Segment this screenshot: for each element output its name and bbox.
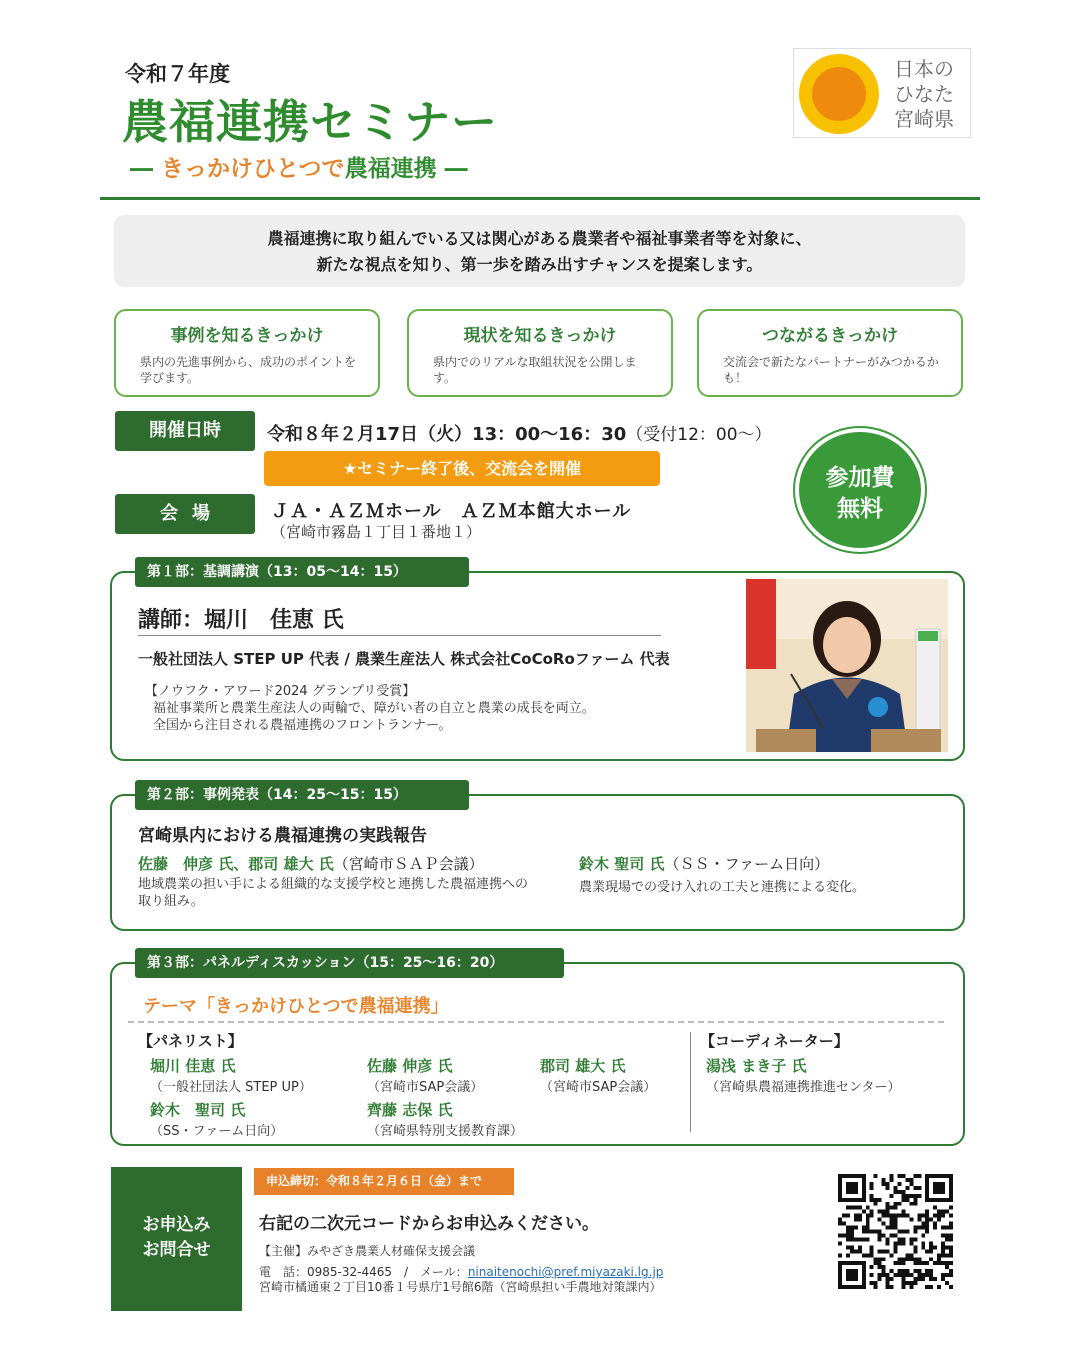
part3-tab: 第３部：パネルディスカッション（15：25〜16：20） bbox=[135, 948, 564, 978]
feature-desc: 県内でのリアルな取組状況を公開します。 bbox=[433, 355, 637, 385]
subtitle-part1: きっかけひとつで bbox=[161, 156, 345, 182]
apply-message: 右記の二次元コードからお申込みください。 bbox=[259, 1214, 599, 1234]
panelist bbox=[150, 1055, 312, 1095]
venue-name: ＪＡ・ＡＺＭホール ＡＺＭ本館大ホール bbox=[271, 501, 632, 522]
coordinator-name: 湯浅 まき子 氏 bbox=[706, 1057, 807, 1075]
date-label: 開催日時 bbox=[115, 411, 255, 451]
sun-icon bbox=[799, 54, 879, 134]
event-date-main: 令和８年２月17日（火）13：00〜16：30 bbox=[267, 424, 627, 445]
panelist-name: 佐藤 伸彦 氏 bbox=[367, 1057, 453, 1075]
feature-desc: 県内の先進事例から、成功のポイントを学びます。 bbox=[140, 355, 357, 385]
feature-card-status bbox=[407, 309, 673, 397]
fee-label: 参加費 bbox=[825, 465, 895, 491]
presenter-name: 佐藤 伸彦 氏、郡司 雄大 氏 bbox=[138, 855, 334, 873]
panel-divider bbox=[690, 1032, 691, 1132]
venue-address: （宮崎市霧島１丁目１番地１） bbox=[271, 523, 482, 541]
presenter-org: （宮崎市ＳＡＰ会議） bbox=[333, 855, 484, 873]
page-subtitle bbox=[130, 150, 468, 183]
miyazaki-logo bbox=[793, 48, 971, 138]
panelist bbox=[367, 1099, 523, 1139]
feature-title: つながるきっかけ bbox=[762, 326, 898, 346]
lecturer-underline bbox=[138, 635, 661, 636]
contact-phone: 電 話：0985-32-4465 / メール： bbox=[259, 1265, 468, 1279]
lecturer-name: 講師：堀川 佳恵 氏 bbox=[138, 608, 344, 633]
organizer: 【主催】みやざき農業人材確保支援会議 bbox=[259, 1244, 476, 1258]
apply-label-line2: お問合せ bbox=[142, 1240, 211, 1260]
coordinator-heading: 【コーディネーター】 bbox=[700, 1032, 849, 1050]
lecturer-desc-1: 福祉事業所と農業生産法人の両輪で、障がい者の自立と農業の成長を両立。 bbox=[153, 701, 595, 716]
fee-badge bbox=[795, 428, 925, 552]
presenter-2-desc: 農業現場での受け入れの工夫と連携による変化。 bbox=[579, 880, 866, 895]
panelist-org: （一般社団法人 STEP UP） bbox=[150, 1080, 312, 1095]
subtitle-dash-left: ― bbox=[130, 156, 153, 182]
panelist bbox=[367, 1055, 483, 1095]
panelists-heading: 【パネリスト】 bbox=[138, 1032, 243, 1050]
intro-line-2: 新たな視点を知り、第一歩を踏み出すチャンスを提案します。 bbox=[316, 255, 763, 274]
feature-card-connect bbox=[697, 309, 963, 397]
intro-line-1: 農福連携に取り組んでいる又は関心がある農業者や福祉事業者等を対象に、 bbox=[267, 229, 812, 248]
panel-theme: テーマ「きっかけひとつで農福連携」 bbox=[143, 996, 449, 1017]
panelist-org: （宮崎市SAP会議） bbox=[367, 1080, 484, 1095]
subtitle-part2: 農福連携 bbox=[344, 156, 437, 182]
lecturer-role: 一般社団法人 STEP UP 代表 / 農業生産法人 株式会社CoCoRoファーム 代表 bbox=[138, 650, 670, 668]
contact-address: 宮崎市橘通東２丁目10番１号県庁1号館6階（宮崎県担い手農地対策課内） bbox=[259, 1280, 662, 1294]
presenter-name: 鈴木 聖司 氏 bbox=[579, 855, 665, 873]
intro-box bbox=[114, 215, 965, 287]
theme-divider bbox=[128, 1021, 944, 1023]
presenter-2 bbox=[579, 853, 829, 874]
lecturer-photo bbox=[746, 579, 948, 752]
contact-email-link[interactable]: ninaitenochi@pref.miyazaki.lg.jp bbox=[467, 1265, 664, 1279]
part2-tab: 第２部：事例発表（14：25〜15：15） bbox=[135, 780, 469, 810]
panelist-name: 齊藤 志保 氏 bbox=[367, 1101, 453, 1119]
panelist-name: 鈴木 聖司 氏 bbox=[150, 1101, 246, 1119]
panelist-name: 郡司 雄大 氏 bbox=[540, 1057, 626, 1075]
fee-value: 無料 bbox=[837, 496, 883, 522]
presenter-org: （ＳＳ・ファーム日向） bbox=[664, 855, 830, 873]
part2-title: 宮崎県内における農福連携の実践報告 bbox=[138, 826, 427, 846]
feature-title: 事例を知るきっかけ bbox=[170, 326, 324, 346]
lecturer-award bbox=[145, 683, 595, 734]
event-date bbox=[267, 420, 772, 446]
deadline-banner: 申込締切：令和８年２月６日（金）まで bbox=[254, 1168, 514, 1195]
panelist-org: （宮崎県特別支援教育課） bbox=[367, 1124, 524, 1139]
networking-banner: ★セミナー終了後、交流会を開催 bbox=[264, 451, 660, 486]
logo-text: 日本の ひなた 宮崎県 bbox=[894, 57, 954, 131]
feature-card-cases bbox=[114, 309, 380, 397]
part1-tab: 第１部：基調講演（13：05〜14：15） bbox=[135, 557, 469, 587]
feature-title: 現状を知るきっかけ bbox=[463, 326, 617, 346]
panelist bbox=[150, 1099, 283, 1139]
apply-label bbox=[111, 1167, 242, 1311]
apply-label-line1: お申込み bbox=[142, 1215, 211, 1235]
coordinator-org: （宮崎県農福連携推進センター） bbox=[706, 1080, 901, 1095]
panelist-org: （宮崎市SAP会議） bbox=[540, 1080, 657, 1095]
presenter-1-desc: 地域農業の担い手による組織的な支援学校と連携した農福連携への取り組み。 bbox=[138, 877, 529, 909]
lecturer-desc-2: 全国から注目される農福連携のフロントランナー。 bbox=[153, 718, 452, 733]
page-title: 農福連携セミナー bbox=[122, 95, 498, 149]
event-year: 令和７年度 bbox=[125, 62, 230, 86]
panelist bbox=[540, 1055, 656, 1095]
presenter-1 bbox=[138, 853, 484, 874]
qr-code[interactable] bbox=[838, 1174, 953, 1289]
subtitle-dash-right: ― bbox=[444, 156, 468, 182]
panelist-name: 堀川 佳恵 氏 bbox=[150, 1057, 236, 1075]
coordinator bbox=[706, 1055, 900, 1095]
header-divider bbox=[100, 197, 980, 200]
award-title: 【ノウフク・アワード2024 グランプリ受賞】 bbox=[145, 684, 416, 699]
panelist-org: （SS・ファーム日向） bbox=[150, 1124, 284, 1139]
feature-desc: 交流会で新たなパートナーがみつかるかも！ bbox=[723, 355, 939, 385]
reception-time: （受付12：00〜） bbox=[626, 425, 772, 445]
venue-label: 会場 bbox=[115, 494, 255, 534]
